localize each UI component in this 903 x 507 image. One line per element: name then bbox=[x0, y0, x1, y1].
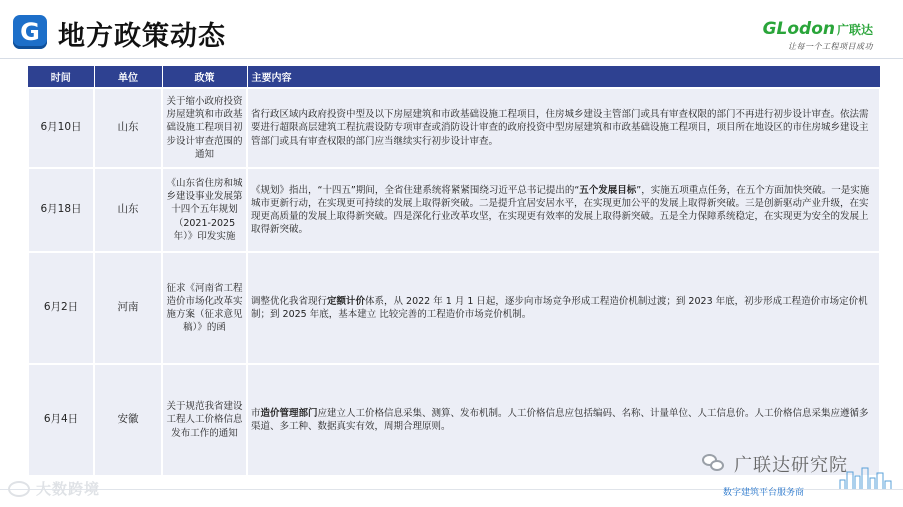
brand-name-en: GLodon bbox=[762, 19, 835, 39]
watermark-text: 大数跨境 bbox=[36, 480, 101, 498]
col-header-content: 主要内容 bbox=[247, 66, 880, 88]
cell-date: 6月4日 bbox=[28, 364, 94, 476]
content-highlight: 定额计价 bbox=[327, 295, 366, 307]
cell-policy: 关于规范我省建设工程人工价格信息发布工作的通知 bbox=[162, 364, 247, 476]
brand-logo bbox=[763, 19, 873, 52]
cell-date: 6月2日 bbox=[28, 252, 94, 364]
wechat-account-badge bbox=[702, 451, 848, 477]
cell-content bbox=[247, 252, 880, 364]
col-header-policy: 政策 bbox=[162, 66, 247, 88]
col-header-date: 时间 bbox=[28, 66, 94, 88]
cell-policy: 征求《河南省工程造价市场化改革实施方案（征求意见稿）》的函 bbox=[162, 252, 247, 364]
cell-unit: 山东 bbox=[94, 168, 162, 252]
table-row bbox=[28, 88, 880, 168]
content-text: 市 bbox=[251, 407, 261, 419]
cell-unit: 河南 bbox=[94, 252, 162, 364]
wechat-icon bbox=[702, 454, 726, 474]
page-title: 地方政策动态 bbox=[58, 21, 226, 52]
brand-slogan: 让每一个工程项目成功 bbox=[788, 42, 873, 51]
brand-name-cn: 广联达 bbox=[836, 23, 873, 37]
brand-name bbox=[763, 19, 873, 39]
content-text: 应建立人工价格信息采集、测算、发布机制。人工价格信息应包括编码、名称、计量单位、人工信息价。人工价格信息采集应遵循多渠道、多工种、数据真实有效，周期合理原则。 bbox=[251, 407, 869, 432]
cell-policy: 《山东省住房和城乡建设事业发展第十四个五年规划（2021-2025年）》印发实施 bbox=[162, 168, 247, 252]
cell-unit: 安徽 bbox=[94, 364, 162, 476]
wechat-account-name: 广联达研究院 bbox=[734, 455, 848, 476]
glodon-logo: G bbox=[13, 15, 47, 49]
table-row bbox=[28, 252, 880, 364]
cell-content bbox=[247, 168, 880, 252]
cell-date: 6月18日 bbox=[28, 168, 94, 252]
watermark bbox=[8, 478, 100, 499]
policy-table bbox=[27, 66, 881, 477]
header-divider bbox=[0, 58, 903, 59]
watermark-icon bbox=[8, 481, 30, 497]
cell-policy: 关于缩小政府投资房屋建筑和市政基础设施工程项目初步设计审查范围的通知 bbox=[162, 88, 247, 168]
cell-unit: 山东 bbox=[94, 88, 162, 168]
content-text: 调整优化我省现行 bbox=[251, 295, 328, 307]
content-highlight: 五个发展目标 bbox=[579, 184, 637, 196]
footer-tagline: 数字建筑平台服务商 bbox=[723, 488, 805, 498]
content-highlight: 造价管理部门 bbox=[260, 407, 318, 419]
content-text: 省行政区域内政府投资中型及以下房屋建筑和市政基础设施工程项目，住房城乡建设主管部门或具有审查权限的部门不再进行初步设计审查。依法需要进行超限高层建筑工程抗震设防专项审查或消防设计审查的政府投资中型房屋建筑和市政基础设施工程项目，项目所在地设区的市住房城乡建设主管部门或具有审查权限的部门应当继续实行初步设计审查。 bbox=[251, 109, 869, 147]
city-skyline-icon bbox=[838, 466, 896, 490]
table-header-row bbox=[28, 66, 880, 88]
cell-date: 6月10日 bbox=[28, 88, 94, 168]
cell-content bbox=[247, 88, 880, 168]
content-text: 体系，从 2022 年 1 月 1 日起，逐步向市场竞争形成工程造价机制过渡；到 2023 年底，初步形成工程造价市场定价机制；到 2025 年底，基本建立 比较完善的工程造价市场竞价机制。 bbox=[251, 295, 868, 320]
content-text: 《规划》指出，“十四五”期间，全省住建系统将紧紧围绕习近平总书记提出的“ bbox=[251, 184, 580, 196]
content-text: ”，实施五项重点任务，在五个方面加快突破。一是实施城市更新行动，在实现更可持续的发展上取得新突破。二是提升宜居安居水平，在实现更加公平的发展上取得新突破。三是创新驱动产业升级，在实现更高质量的发展上取得新突破。四是深化行业改革攻坚，在实现更有效率的发展上取得新突破。五是全力保障系统稳定，在实现更为安全的发展上取得新突破。 bbox=[251, 184, 870, 236]
col-header-unit: 单位 bbox=[94, 66, 162, 88]
table-row bbox=[28, 168, 880, 252]
